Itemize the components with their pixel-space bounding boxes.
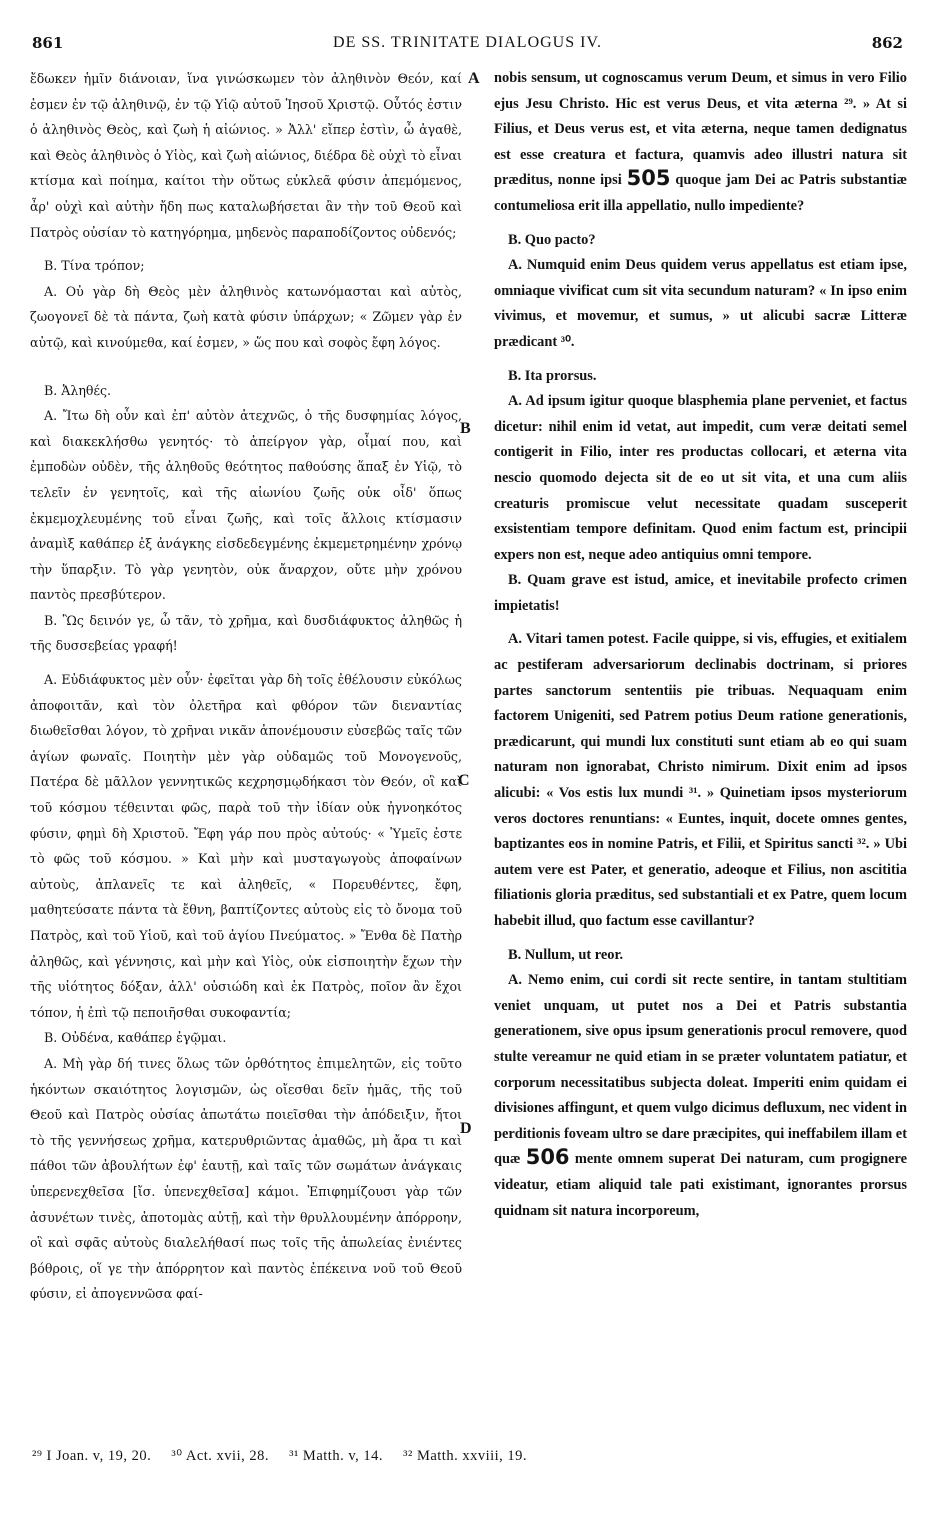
latin-paragraph: A. Numquid enim Deus quidem verus appellatus est etiam ipse, omniaque vivificat cum sit vita secundum naturam? « In ipso enim vivimus, et movemur, et sumus, » ut alicubi sacræ Litteræ prædicant ³⁰. — [494, 257, 907, 350]
latin-paragraph: B. Quam grave est istud, amice, et inevitabile profecto crimen impietatis! — [494, 572, 907, 614]
latin-paragraph — [494, 66, 907, 220]
greek-paragraph: Α. Ἴτω δὴ οὖν καὶ ἐπ' αὐτὸν ἀτεχνῶς, ὁ τῆς δυσφημίας λόγος, καὶ διακεκλήσθω γενητός· τὸ ἀπείργον γὰρ, οἶμαί που, καὶ ἐμποδὼν οὐδὲν, τῆς ἀληθοῦς θεότητος παθούσης ἅπαξ ἐν Υἱῷ, τὸ τελεῖν ἐν γενητοῖς, καὶ τῆς αἰωνίου ζωῆς οὐκ οἶδ' ὅπως ἐκμεμοχλευμένης τοῦ εἶναι ζωῆς, καὶ τοῖς ἄλλοις κτίσμασιν ἀναμὶξ καθάπερ ἐξ ἀνάγκης εἰσδεδεγμένης ἐκμεμετρημένην χρόνῳ τὴν ὕπαρξιν. Τὸ γὰρ γενητὸν, οὐκ ἄναρχον, οὔτε μὴν χρόνου παντὸς πρεσβύτερον. — [30, 408, 462, 603]
margin-number: 505 — [626, 166, 671, 191]
latin-text: quoque jam Dei ac Patris substantiæ contumeliosa erit illa appellatio, nullo impediente? — [494, 172, 907, 214]
latin-column — [494, 66, 907, 1224]
latin-text: nobis sensum, ut cognoscamus verum Deum, et simus in vero Filio ejus Jesu Christo. Hic est verus Deus, et vita æterna ²⁹. » At si Filius, et Deus verus est, et vita æterna, neque tamen dedignatus est esse creatura et factura, quamvis adeo illustri natura sit præditus, nonne ipsi — [494, 70, 907, 189]
greek-paragraph: Α. Μὴ γὰρ δή τινες ὅλως τῶν ὀρθότητος ἐπιμελητῶν, εἰς τοῦτο ἡκόντων σκαιότητος λογισμῶν, ὡς οἴεσθαι δεῖν ἡμᾶς, τῆς τοῦ Θεοῦ καὶ Πατρὸς οὐσίας ἀπωτάτω ποιεῖσθαι τὴν ἀπόδειξιν, ἤτοι τὸ τῆς γεννήσεως χρῆμα, κατερυθριῶντας ἀμαθῶς, μὴ ἄρα τι καὶ πάθοι τῶν ἀβουλήτων ἐφ' ἑαυτῇ, καὶ ταῖς τῶν σωμάτων ἀνάγκαις ὑπερενεχθεῖσα [ἴσ. ὑπενεχθεῖσα] κάμοι. Ἐπιφημίζουσι γὰρ τῶν ἀσυνέτων τινὲς, ἀποτομὰς αὐτῇ, καὶ τὴν θρυλλουμένην ἀπόρροην, οἳ καὶ σφᾶς αὐτοὺς διαλελήθασί πως τοῖς τῆς ἀπωλείας ἐνιέντες βόθροις, οἵ γε τὴν ἀπόρρητον καὶ παντὸς ἐπέκεινα νοῦ τοῦ Θεοῦ φύσιν, εἰ ἀπογεννῶσα φαί- — [30, 1055, 462, 1302]
latin-paragraph: B. Quo pacto? — [508, 231, 596, 248]
margin-letter: D — [460, 1120, 472, 1137]
latin-paragraph: B. Nullum, ut reor. — [508, 946, 624, 963]
margin-letter: C — [458, 772, 470, 789]
latin-paragraph: A. Ad ipsum igitur quoque blasphemia plane perveniet, et factus dicetur: nihil enim id vetat, aut impedit, cum veræ deitati semel contigerit in Filio, inter res productas collocari, et æterna vita nescio quomodo dejecta sit de eo ut sit vita, et una cum aliis creaturis promiscue velut necessitate quadam susceperit exsistentiam tempore definitam. Quod enim factum est, principii expers non est, neque adeo antiquius omni tempore. — [494, 393, 907, 563]
latin-paragraph: B. Ita prorsus. — [508, 367, 597, 384]
greek-paragraph: Β. Οὐδένα, καθάπερ ἐγῷμαι. — [44, 1030, 227, 1046]
greek-paragraph: ἔδωκεν ἡμῖν διάνοιαν, ἵνα γινώσκωμεν τὸν ἀληθινὸν Θεόν, καί ἐσμεν ἐν τῷ ἀληθινῷ, ἐν τῷ Υἱῷ αὐτοῦ Ἰησοῦ Χριστῷ. Οὗτός ἐστιν ὁ ἀληθινὸς Θεὸς, καὶ ζωὴ ἡ αἰώνιος. » Ἀλλ' εἴπερ ἐστὶν, ὦ ἀγαθὲ, καὶ Θεὸς ἀληθινὸς ὁ Υἱὸς, καὶ ζωὴ αἰώνιος, διέδρα δὲ οὐχὶ τὸ εἶναι κτίσμα καὶ ποίημα, καίτοι τὴν οὕτως εὐκλεᾶ φύσιν ἀπεμόμενος, ἆρ' οὐχὶ καὶ αὐτὴν ἤδη πως καταλωβήσεται ἂν τὴν τοῦ Θεοῦ καὶ Πατρὸς οὐσίαν τὸ κατηγόρημα, μηδενὸς παραποδίζοντος οὐδενός; — [30, 71, 462, 240]
footnotes — [32, 1448, 903, 1465]
footnote: ²⁹ I Joan. v, 19, 20. — [32, 1448, 152, 1464]
margin-letter: B — [460, 420, 471, 437]
latin-paragraph: A. Vitari tamen potest. Facile quippe, si vis, effugies, et exitialem ac pestiferam adversariorum declinabis doctrinam, si priores partes sanctorum sententiis pie tribuas. Nequaquam enim factorem Unigeniti, sed Patrem potius Deum ratione generationis, prædicarunt, qui mundi lux constituti sunt etiam ab eo qui suam naturam non ignorabat, Christo nimirum. Dixit enim ad ipsos alicubi: « Vos estis lux mundi ³¹. » Quinetiam ipsos mysteriorum veros doctores renuntians: « Euntes, inquit, docete omnes gentes, baptizantes eos in nomine Patris, et Filii, et Spiritus sancti ³². » Ubi autem vere est Pater, et generatio, adeoque et Filius, non ascititia filiationis gloria præditus, sed substantiali et ex Patre, quem locum habebit illud, quo factum esse cavillantur? — [494, 631, 907, 929]
running-header — [32, 34, 903, 56]
latin-text: mente omnem superat Dei naturam, cum progignere videatur, etiam aliquid tale pati existimant, ignorantes prorsus quidnam sit natura incorporeum, — [494, 1151, 907, 1219]
greek-paragraph: Β. Τίνα τρόπον; — [44, 258, 145, 274]
footnote: ³⁰ Act. xvii, 28. — [171, 1448, 269, 1464]
greek-paragraph: Β. Ἀληθές. — [44, 382, 112, 398]
right-page-number: 862 — [871, 34, 903, 52]
margin-number: 506 — [525, 1145, 570, 1170]
greek-column — [30, 66, 462, 1307]
footnote: ³² Matth. xxviii, 19. — [403, 1448, 528, 1464]
latin-paragraph — [494, 968, 907, 1224]
footnote: ³¹ Matth. v, 14. — [289, 1448, 383, 1464]
greek-paragraph: Β. Ὢς δεινόν γε, ὦ τᾶν, τὸ χρῆμα, καὶ δυσδιάφυκτος ἀληθῶς ἡ τῆς δυσσεβείας γραφή! — [30, 612, 462, 654]
greek-paragraph: Α. Εὐδιάφυκτος μὲν οὖν· ἐφεῖται γὰρ δὴ τοῖς ἐθέλουσιν εὐκόλως ἀποφοιτᾶν, καὶ τὸν ὀλετῆρα καὶ φθόρον τῶν διεναντίας διωθεῖσθαι λόγον, τὸ χρῆναι νικᾶν ἀπονέμουσιν εὐσεβῶς ταῖς τῶν ἁγίων φωναῖς. Ποιητὴν μὲν γὰρ οὐδαμῶς τοῦ Μονογενοῦς, Πατέρα δὲ μᾶλλον γεννητικῶς κεχρησμῳδήκασι τὸν Θεόν, οἳ καὶ τοῦ κόσμου τέθεινται φῶς, παρὰ τοῦ τὴν ἰδίαν οὐκ ἠγνοηκότος φύσιν, φημὶ δὴ Χριστοῦ. Ἔφη γάρ που πρὸς αὐτούς· « Ὑμεῖς ἐστε τὸ φῶς τοῦ κόσμου. » Καὶ μὴν καὶ μυσταγωγοὺς ἀποφαίνων αὐτοὺς, ἀπλανεῖς τε καὶ ἀληθεῖς, « Πορευθέντες, ἔφη, μαθητεύσατε πάντα τὰ ἔθνη, βαπτίζοντες αὐτοὺς εἰς τὸ ὄνομα τοῦ Πατρὸς, καὶ τοῦ Υἱοῦ, καὶ τοῦ ἁγίου Πνεύματος. » Ἔνθα δὲ Πατὴρ ἀληθῶς, καὶ γέννησις, καὶ μὴν καὶ Υἱὸς, οὐκ εἰσποιητὴν ἔχων τὴν τῆς υἱότητος δόξαν, ἀλλ' οὐσιώδη καὶ ἐκ Πατρὸς, ποῖον ἂν ἔχοι τόπον, ἡ ἐπὶ τῷ πεποιῆσθαι συκοφαντία; — [30, 672, 462, 1020]
running-title: DE SS. TRINITATE DIALOGUS IV. — [333, 34, 602, 51]
margin-letter: A — [468, 70, 480, 87]
greek-paragraph: Α. Οὐ γὰρ δὴ Θεὸς μὲν ἀληθινὸς κατωνόμασται καὶ αὐτὸς, ζωογονεῖ δὲ τὰ πάντα, ζωὴ κατὰ φύσιν ὑπάρχων; « Ζῶμεν γὰρ ἐν αὐτῷ, καὶ κινούμεθα, καί ἐσμεν, » ὥς που καὶ σοφὸς ἔφη λόγος. — [30, 283, 462, 350]
left-page-number: 861 — [32, 34, 64, 52]
latin-text: A. Nemo enim, cui cordi sit recte sentire, in tantam stultitiam veniet unquam, ut putet nos a Dei et Patris substantia generationem, sive opus ipsum generationis procul removere, quod stulte vereamur ne quid etiam in se præter voluntatem patiatur, et corporum necessitatibus subjecta doleat. Imperiti enim quidam ei divisiones affingunt, et quem vulgo dicimus defluxum, nec vident in perditionis foveam ultro se dare præcipites, qui ineffabilem illam et quæ — [494, 972, 907, 1168]
